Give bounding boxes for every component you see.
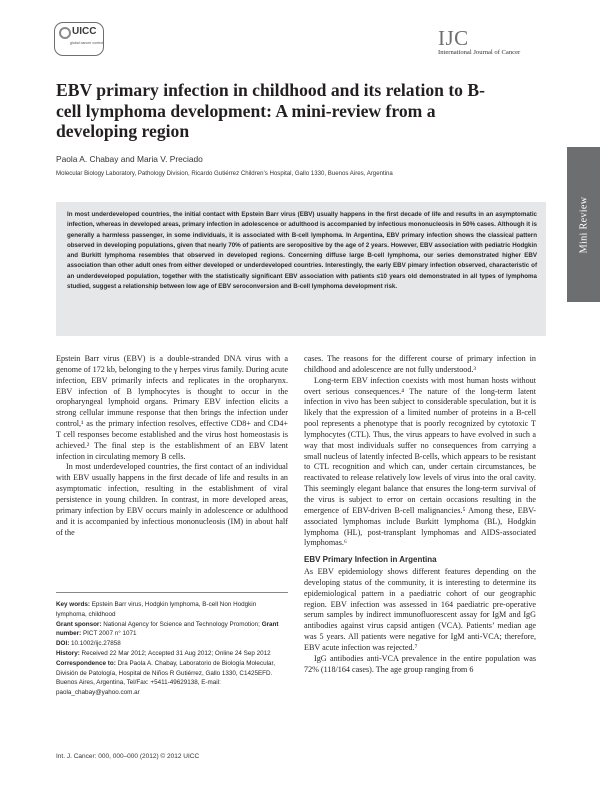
side-tab-label: Mini Review	[578, 196, 589, 253]
grant-sponsor: Grant sponsor: National Agency for Science and Technology Promotion; Grant number: PICT 2007 n° 1071	[56, 620, 279, 638]
journal-full-name: International Journal of Cancer	[438, 49, 521, 56]
metadata-divider	[56, 592, 288, 593]
correspondence: Correspondence to: Dra Paola A. Chabay, Laboratorio de Biología Molecular, División de Patología, Hospital de Niños R Gutiérrez, Gallo 1330, C1425EFD. Buenos Aires, Argentina, Tel/Fax: +5411-49629138, E-mail: paola_chabay@yahoo.com.ar	[56, 659, 275, 697]
article-metadata	[56, 600, 288, 698]
body-paragraph: Epstein Barr virus (EBV) is a double-stranded DNA virus with a genome of 172 kb, belonging to the γ herpes virus family. During acute infection, EBV primarily infects and replicates in the oropharynx. EBV infection of B lymphocytes is thought to occur in the oropharyngeal lymphoid organs. Primary EBV infection elicits a strong cellular immune response that then brings the infection under control,¹ as the primary infection resolves, effective CD8+ and CD4+ T cell responses become established and the virus host homeostasis is achieved.² The final step is the establishment of an EBV latent infection in circulating memory B cells.	[56, 354, 288, 461]
body-paragraph: cases. The reasons for the different course of primary infection in childhood and adolescence are not fully understood.³	[304, 354, 536, 374]
article-title: EBV primary infection in childhood and its relation to B-cell lymphoma development: A mini-review from a developing region	[56, 80, 485, 141]
body-paragraph: IgG antibodies anti-VCA prevalence in the entire population was 72% (118/164 cases). The age group ranging from 6	[304, 653, 536, 674]
affiliation: Molecular Biology Laboratory, Pathology Division, Ricardo Gutiérrez Children’s Hospital, Gallo 1330, Buenos Aires, Argentina	[56, 170, 393, 177]
keywords: Key words: Epstein Barr virus, Hodgkin lymphoma, B-cell Non Hodgkin lymphoma, childhood	[56, 601, 257, 618]
section-heading: EBV Primary Infection in Argentina	[304, 555, 437, 565]
doi: DOI: 10.1002/ijc.27858	[56, 640, 121, 648]
abstract: In most underdeveloped countries, the initial contact with Epstein Barr virus (EBV) usually happens in the first decade of life and results in an asymptomatic infection, whereas in developed areas, primary infection in adolescence or adulthood is accompanied by infectious mononucleosis in 50% cases. Although it is generally a harmless passenger, in some individuals, it is associated with B-cell lymphoma. In Argentina, EBV primary infection shows the classical pattern observed in developing populations, given that nearly 70% of patients are seropositive by the age of 2 years. However, EBV association with pediatric Hodgkin and Burkitt lymphoma resembles that observed in developed regions. Concerning diffuse large B-cell lymphoma, our series demonstrated higher EBV association than other adult ones from either developed or underdeveloped countries. Interestingly, the early EBV pimary infection observed, characteristic of an underdeveloped population, together with the statistically significant EBV association with patients ≤10 years old demonstrated in all types of lymphoma studied, suggest a relationship between low age of EBV seroconversion and B-cell lymphoma development risk.	[67, 211, 537, 291]
doi-link[interactable]: 10.1002/ijc.27858	[71, 640, 121, 648]
history: History: Received 22 Mar 2012; Accepted 31 Aug 2012; Online 24 Sep 2012	[56, 649, 271, 657]
authors: Paola A. Chabay and Maria V. Preciado	[56, 154, 203, 164]
page-footer: Int. J. Cancer: 000, 000–000 (2012) © 2012 UICC	[56, 753, 200, 760]
body-paragraph: As EBV epidemiology shows different features depending on the developing status of the community, it is interesting to determine its epidemiological pattern in a paediatric cohort of our geographic region. EBV infection was assessed in 164 paediatric pre-operative serum samples by indirect immunofluorescent assay for IgM and IgG antibodies against virus capsid antigen (VCA). Patients’ median age was 5 years. All patients were negative for IgM anti-VCA; therefore, EBV acute infection was rejected.⁷	[304, 567, 536, 652]
body-column-left	[56, 354, 288, 538]
logo-tagline: global cancer control	[70, 41, 104, 45]
uicc-logo	[54, 22, 104, 56]
body-paragraph: In most underdeveloped countries, the first contact of an individual with EBV usually happens in the first decade of life and results in an asymptomatic infection, resulting in the establishment of viral persistence in young children. In contrast, in more developed areas, primary infection by EBV occurs mainly in adolescence or adulthood and it is accompanied by infectious mononucleosis (IM) in about half of the	[56, 462, 288, 537]
section-side-tab	[567, 147, 600, 302]
uicc-globe-icon	[59, 27, 71, 39]
logo-name: UICC	[72, 26, 97, 37]
journal-abbreviation: IJC	[438, 26, 469, 50]
body-paragraph: Long-term EBV infection coexists with most human hosts without overt serious consequences.⁴ The nature of the long-term latent infection in vivo has been subject to considerable speculation, but it is likely that the expression of a limited number of proteins in a B-cell pool represents a phenotype that is poorly recognized by cytotoxic T lymphocytes (CTL). Thus, the virus appears to have evolved in such a way that most individuals suffer no consequences from carrying a small nucleus of latently infected B-cells, which appears to be resistant to CTL recognition and which can, under certain circumstances, be reactivated to release relatively low levels of virus into the oral cavity. This seemingly elegant balance that ensures the long-term survival of the virus is subject to error on certain occasions resulting in the emergence of EBV-driven B-cell malignancies.⁵ Among these, EBV-associated lymphomas include Burkitt lymphoma (BL), Hodgkin lymphoma (HL), post-transplant lymphomas and AIDS-associated lymphomas.⁶	[304, 375, 536, 548]
body-column-right	[304, 354, 536, 675]
